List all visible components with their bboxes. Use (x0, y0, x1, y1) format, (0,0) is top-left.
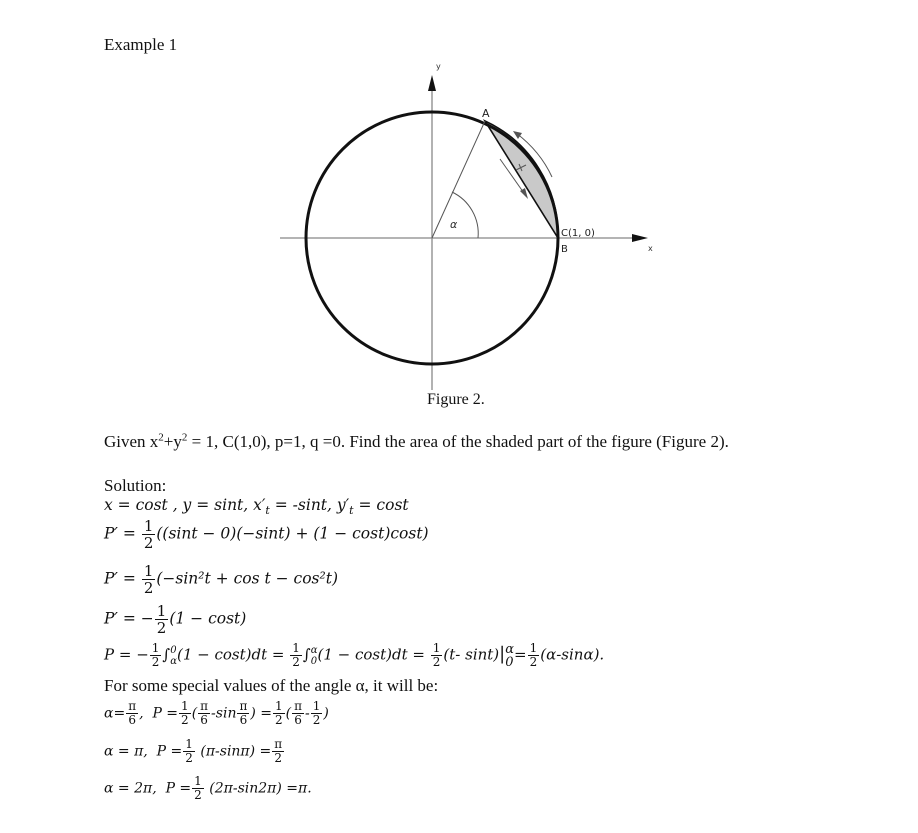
y-axis-arrow (428, 75, 436, 91)
special-values-intro: For some special values of the angle α, it will be: (104, 676, 439, 695)
parametric-equations: x = cost , y = sint, $x'_t = -\sin t$, $y'_t = \cos t$ (104, 496, 409, 518)
equation-p-prime-1: P′ = $\frac{1}{2}$ ((sint − 0)(−sint) + (1 − cost)cost) (104, 517, 429, 552)
radius-oa (432, 121, 485, 238)
case-alpha-pi-over-6: α= $\frac{\pi}{6}$ , P = $\frac{1}{2}$ ( $\frac{\pi}{6}$ -sin $\frac{\pi}{6}$ ) = $\frac{1}{2}$ ( $\frac{\pi}{6}$ - $\frac{1}{2}$ ) (104, 699, 329, 727)
shaded-segment (485, 121, 558, 238)
figure-2-diagram (270, 55, 660, 395)
integral-equation: P = − $\frac{1}{2}$ ∫ 0 α (1 − cost)dt = $\frac{1}{2}$ ∫ α 0 (1 − cost)dt = $\frac{1}{2}$ (t- sint)| α 0 = $\frac{1}{2}$ (α-sinα). (104, 641, 605, 670)
case-alpha-pi: α = π, P = $\frac{1}{2}$ (π-sinπ) = $\frac{\pi}{2}$ (104, 737, 283, 765)
point-b-label: B (561, 244, 568, 255)
equation-p-prime-3: P′ = − $\frac{1}{2}$ (1 − cost) (104, 602, 247, 637)
example-heading: Example 1 (104, 35, 178, 54)
solution-heading: Solution: (104, 476, 167, 495)
problem-statement: Given $x^2+y^2 = 1$, C(1,0), p=1, q =0. Find the area of the shaded part of the figure (Figure 2). (104, 431, 729, 451)
x-axis-label: x (648, 244, 653, 253)
arc-arrow-head (513, 131, 522, 139)
point-a-label: A (482, 107, 490, 120)
case-alpha-2pi: α = 2π, P = $\frac{1}{2}$ (2π-sin2π) =π. (104, 774, 312, 802)
x-axis-arrow (632, 234, 648, 242)
y-axis-label: y (436, 62, 441, 71)
figure-caption: Figure 2. (427, 391, 485, 408)
angle-alpha-label: α (450, 218, 458, 231)
equation-p-prime-2: P′ = $\frac{1}{2}$ (−sin²t + cos t − cos²t) (104, 562, 338, 597)
point-c-label: C(1, 0) (561, 228, 595, 239)
angle-arc (452, 192, 478, 238)
